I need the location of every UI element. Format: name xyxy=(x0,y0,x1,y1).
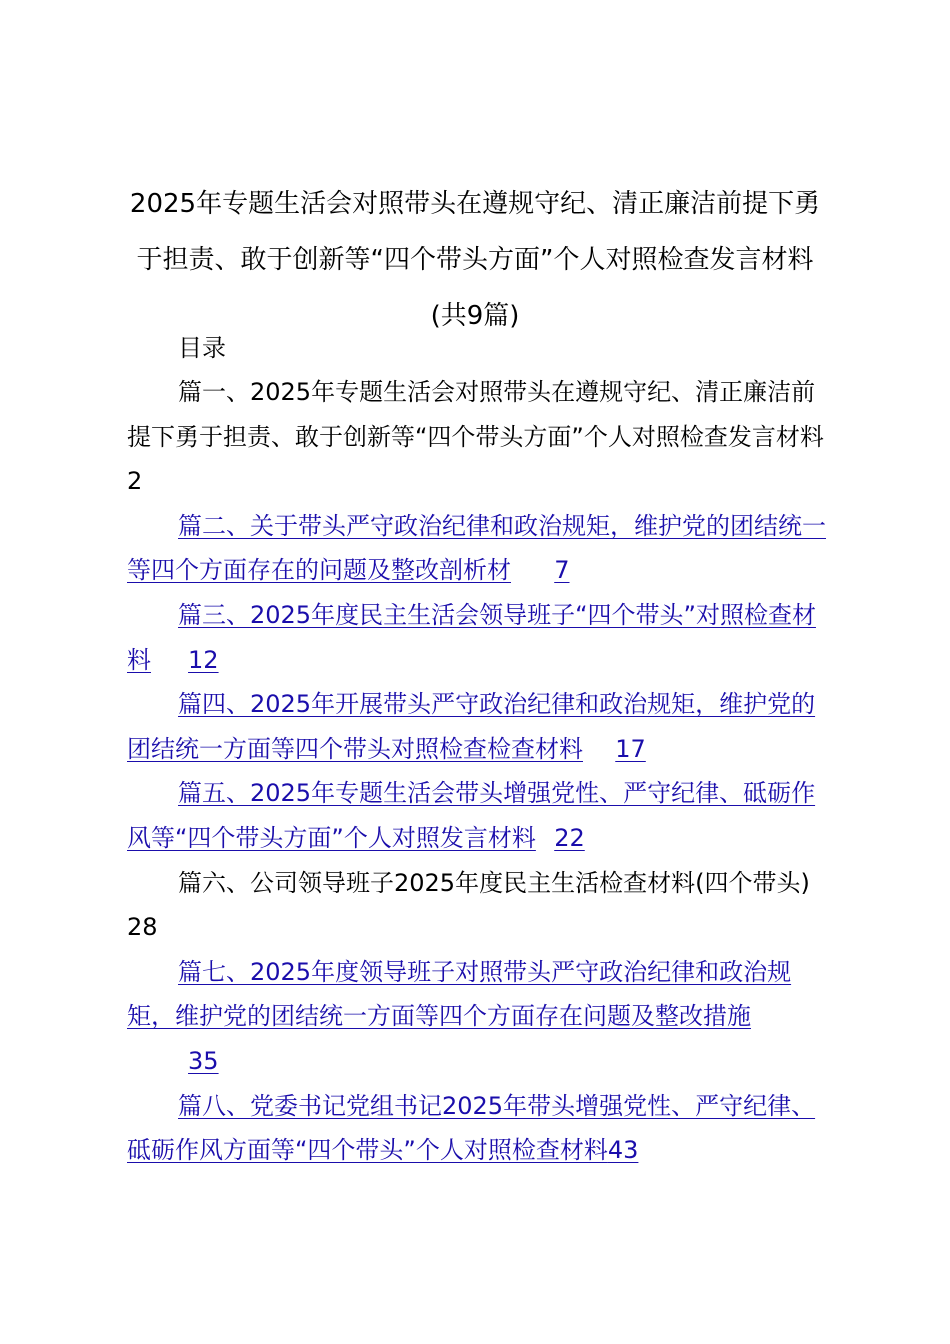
toc-entry-page[interactable]: 17 xyxy=(583,734,646,763)
toc-entry-text: 篇六、公司领导班子2025年度民主生活检查材料(四个带头) xyxy=(178,868,810,897)
toc-entry-text[interactable]: 篇三、2025年度民主生活会领导班子“四个带头”对照检查材料 xyxy=(127,600,816,674)
toc-entry-text[interactable]: 篇八、党委书记党组书记2025年带头增强党性、严守纪律、砥砺作风方面等“四个带头”个人对照检查材料 xyxy=(127,1091,816,1165)
toc-entry-page[interactable]: 43 xyxy=(607,1136,639,1165)
toc-entry-4[interactable] xyxy=(127,682,827,771)
document-title: 2025年专题生活会对照带头在遵规守纪、清正廉洁前提下勇于担责、敢于创新等“四个带头方面”个人对照检查发言材料(共9篇) xyxy=(129,189,821,331)
toc-entry-text[interactable]: 篇五、2025年专题生活会带头增强党性、严守纪律、砥砺作风等“四个带头方面”个人对照发言材料 xyxy=(127,779,816,852)
toc-entry-page: 28 xyxy=(127,913,158,942)
toc-entry-3[interactable] xyxy=(127,593,827,682)
toc-entry-6 xyxy=(127,861,827,950)
toc-entry-text[interactable]: 篇七、2025年度领导班子对照带头严守政治纪律和政治规矩，维护党的团结统一方面等四个方面存在问题及整改措施 xyxy=(127,957,792,1031)
toc-entry-page[interactable]: 7 xyxy=(511,556,570,585)
toc-entry-8[interactable] xyxy=(127,1084,827,1173)
toc-entry-7[interactable] xyxy=(127,950,827,1084)
table-of-contents xyxy=(127,370,827,1173)
toc-entry-page: 2 xyxy=(127,467,143,496)
toc-entry-page[interactable]: 22 xyxy=(535,823,585,852)
toc-entry-1 xyxy=(127,370,827,504)
toc-entry-page[interactable]: 12 xyxy=(151,645,219,674)
toc-heading: 目录 xyxy=(178,334,226,362)
toc-entry-text[interactable]: 篇四、2025年开展带头严守政治纪律和政治规矩，维护党的团结统一方面等四个带头对照检查检查材料 xyxy=(127,690,816,763)
toc-entry-text: 篇一、2025年专题生活会对照带头在遵规守纪、清正廉洁前提下勇于担责、敢于创新等“四个带头方面”个人对照检查发言材料 xyxy=(127,378,824,451)
toc-entry-5[interactable] xyxy=(127,771,827,860)
toc-entry-page[interactable]: 35 xyxy=(127,1046,219,1075)
toc-entry-2[interactable] xyxy=(127,504,827,593)
toc-entry-text[interactable]: 篇二、关于带头严守政治纪律和政治规矩，维护党的团结统一等四个方面存在的问题及整改剖析材 xyxy=(127,511,826,585)
